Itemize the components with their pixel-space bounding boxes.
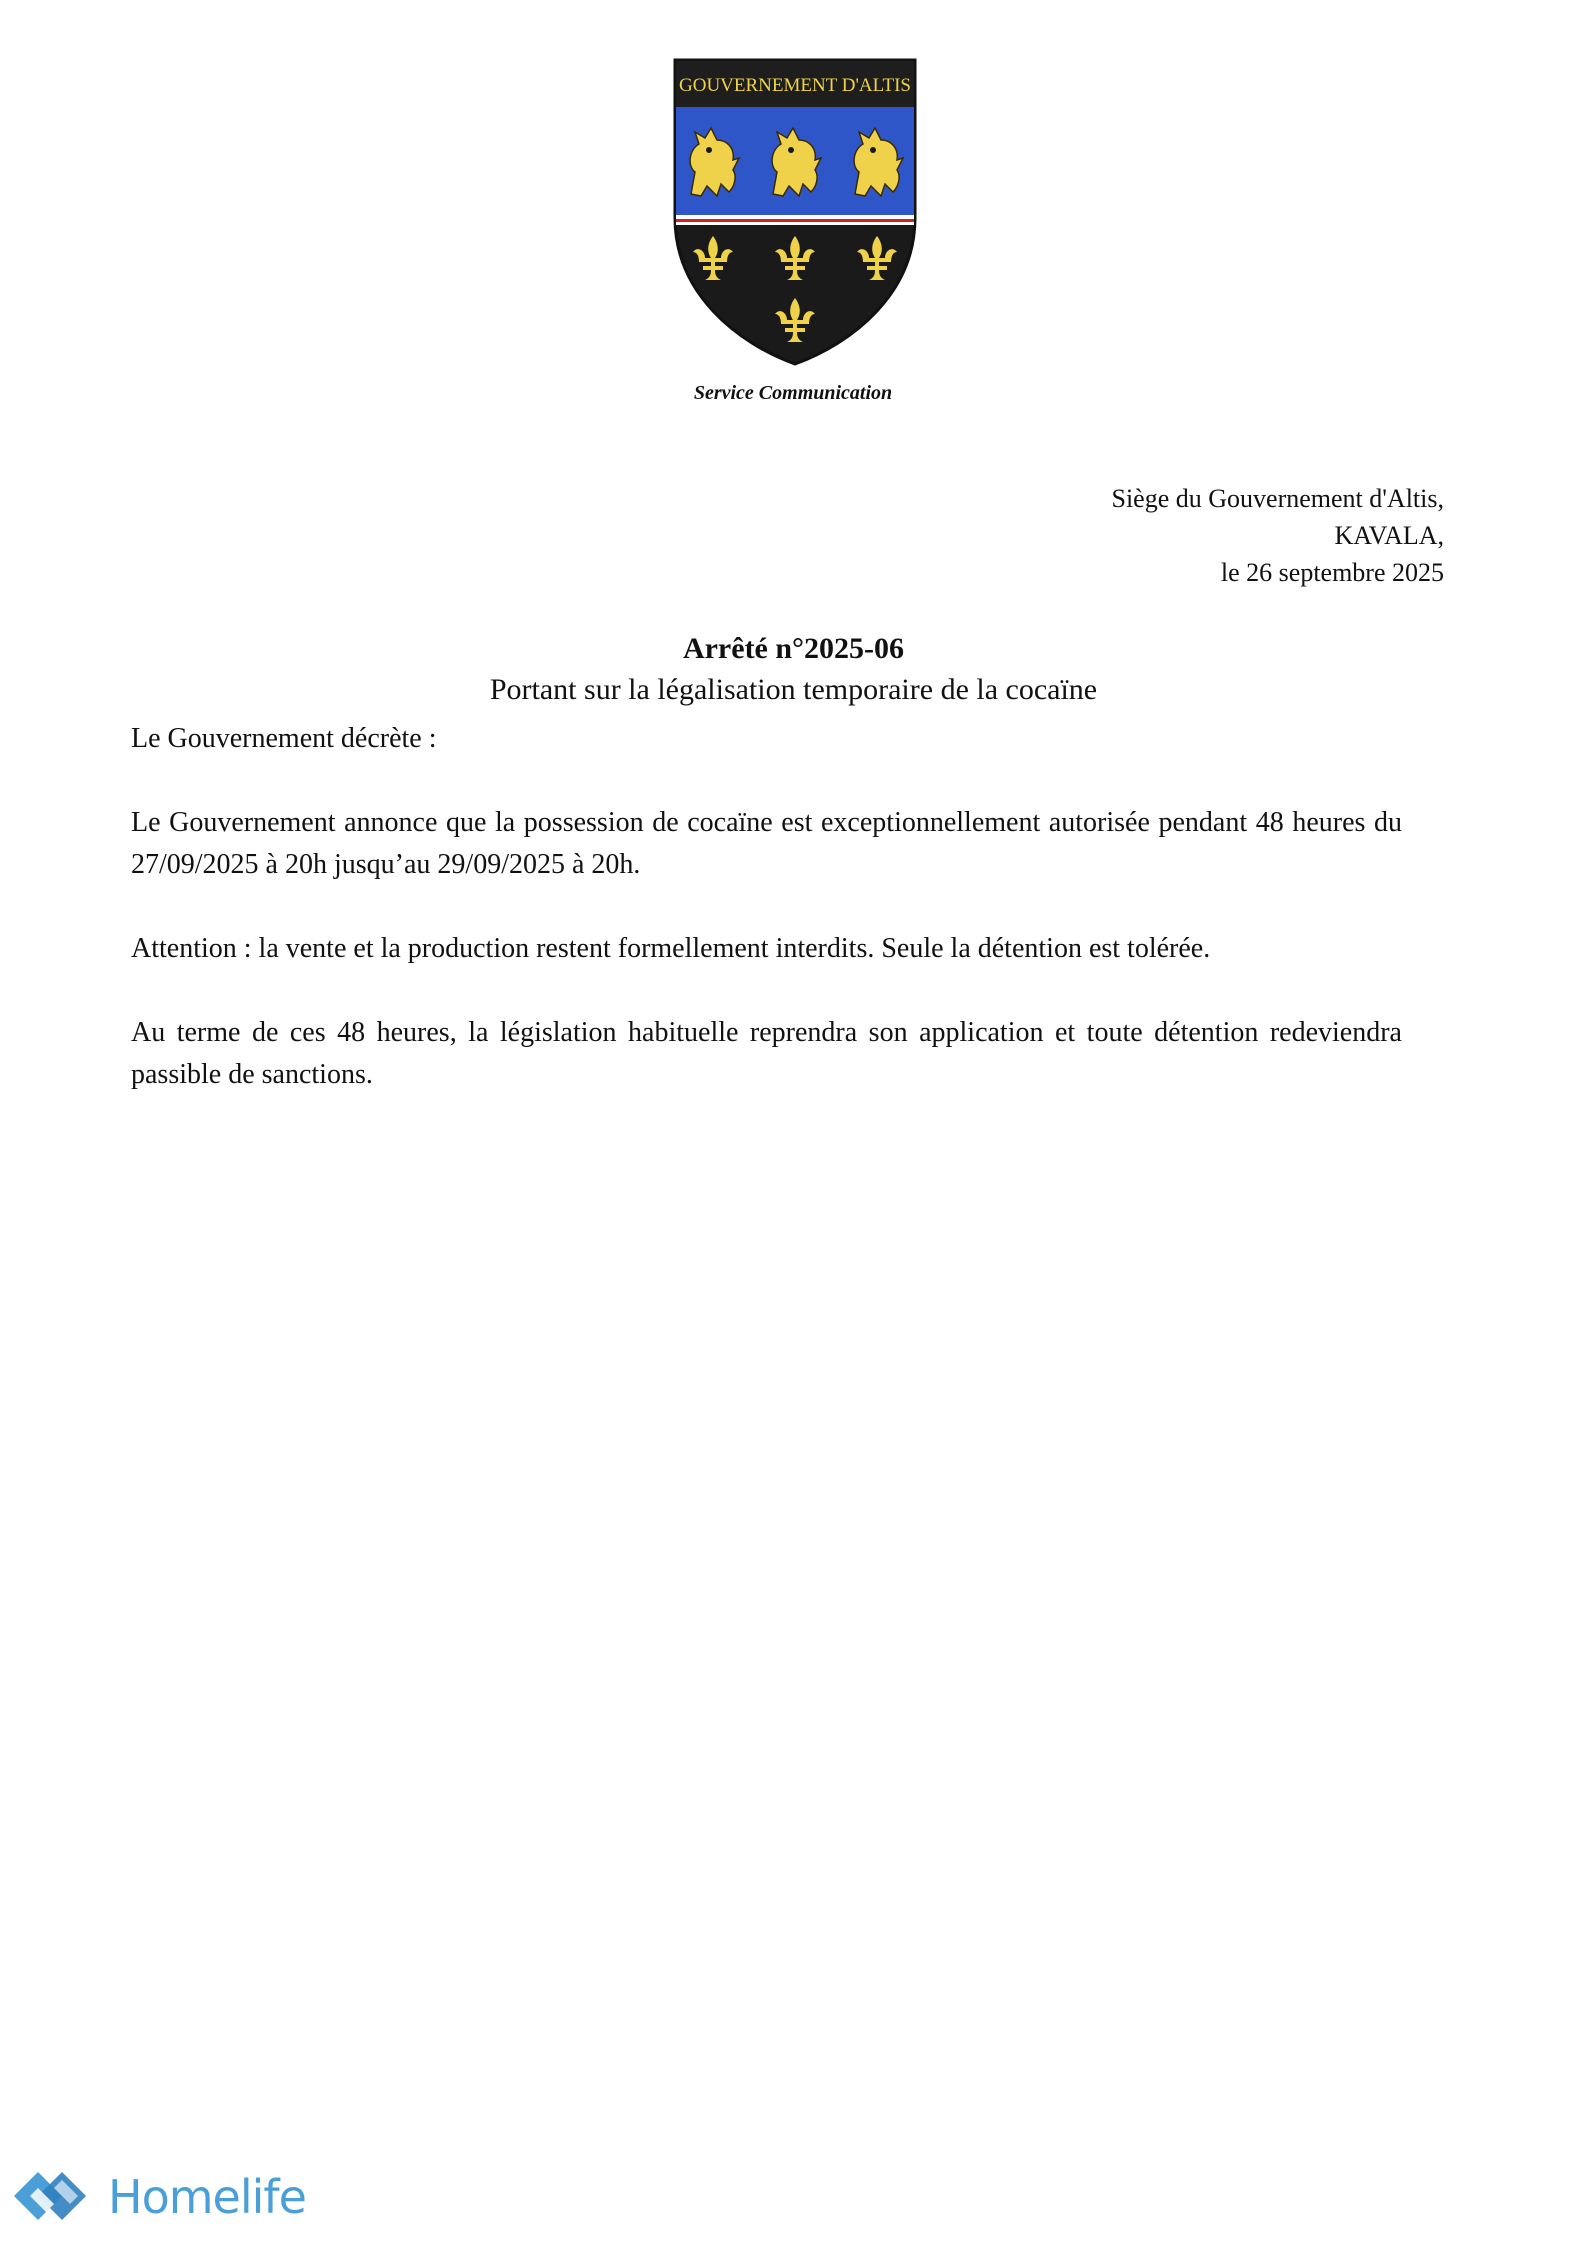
decree-paragraph: Le Gouvernement annonce que la possession de cocaïne est exceptionnellement autorisée pendant 48 heures du 27/09/2025 à 20h jusqu’au 29/09/2025 à 20h. [131,807,1402,880]
coat-of-arms-icon [673,58,917,366]
decree-title: Arrêté n°2025-06 [682,632,905,665]
decree-body [131,718,1402,1138]
place-line-date: le 26 septembre 2025 [1220,558,1444,587]
place-line-city: KAVALA, [1334,521,1444,550]
place-line-seat: Siège du Gouvernement d'Altis, [1111,484,1444,513]
crest-banner-text: GOUVERNEMENT D'ALTIS [679,75,911,96]
decree-paragraph: Au terme de ces 48 heures, la législation habituelle reprendra son application et toute détention redeviendra passible de sanctions. [131,1017,1402,1090]
place-date-block [1111,480,1444,591]
homelife-logo-icon [8,2158,104,2234]
service-label: Service Communication [693,382,893,404]
decree-paragraph: Attention : la vente et la production restent formellement interdits. Seule la détention est tolérée. [131,933,1211,964]
decree-subtitle: Portant sur la légalisation temporaire de la cocaïne [489,673,1098,706]
homelife-wordmark: Homelife [108,2170,306,2224]
homelife-watermark [8,2158,306,2234]
government-crest [673,58,917,366]
decree-intro: Le Gouvernement décrète : [131,723,437,754]
